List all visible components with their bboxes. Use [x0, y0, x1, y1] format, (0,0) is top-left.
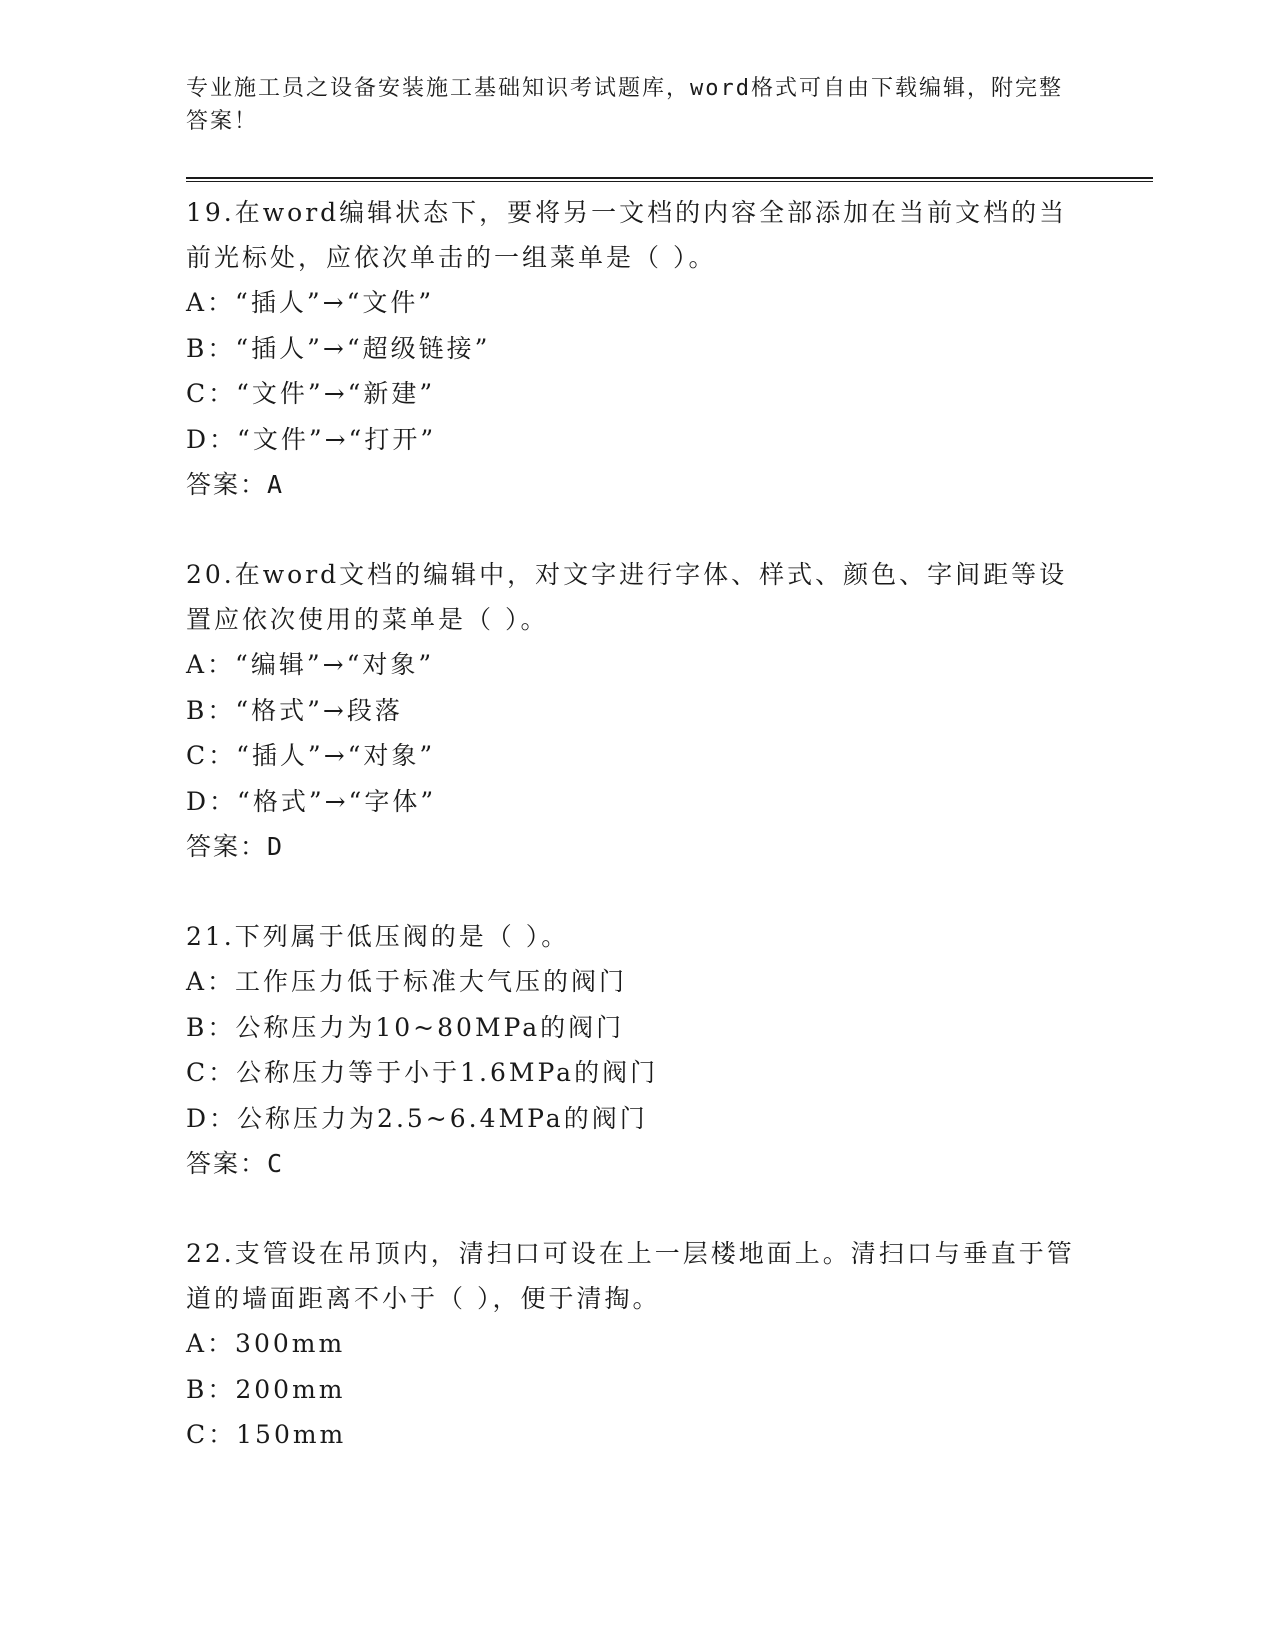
answer-label: 答案：: [186, 1149, 268, 1178]
question-22: [186, 1231, 1086, 1458]
header-divider: [186, 177, 1153, 182]
answer-value: D: [267, 832, 285, 861]
answer-label: 答案：: [186, 470, 268, 499]
question-stem: 20.在word文档的编辑中，对文字进行字体、样式、颜色、字间距等设置应依次使用的菜单是（ ）。: [186, 560, 1068, 634]
question-list: [186, 190, 1086, 1503]
question-19: [186, 190, 1086, 507]
answer-line: [186, 462, 1086, 507]
option-d: D：“格式”→“字体”: [186, 786, 437, 816]
answer-value: C: [267, 1149, 285, 1178]
answer-line: [186, 1141, 1086, 1186]
page-header: [186, 72, 1066, 138]
option-c: C：“文件”→“新建”: [186, 379, 436, 408]
option-b: B：公称压力为10~80MPa的阀门: [186, 1012, 625, 1042]
option-a: A：300mm: [186, 1329, 346, 1358]
answer-line: [186, 824, 1086, 869]
option-a: A：“编辑”→“对象”: [186, 650, 435, 679]
question-stem: 22.支管设在吊顶内，清扫口可设在上一层楼地面上。清扫口与垂直于管道的墙面距离不小于（ ），便于清掏。: [186, 1239, 1075, 1313]
answer-label: 答案：: [186, 832, 268, 861]
option-b: B：200mm: [186, 1374, 346, 1404]
option-c: C：“插人”→“对象”: [186, 741, 436, 770]
option-a: A：“插人”→“文件”: [186, 288, 435, 317]
option-c: C：公称压力等于小于1.6MPa的阀门: [186, 1058, 659, 1087]
option-a: A：工作压力低于标准大气压的阀门: [186, 967, 628, 996]
option-c: C：150mm: [186, 1420, 347, 1449]
answer-value: A: [267, 470, 285, 499]
question-stem: 19.在word编辑状态下，要将另一文档的内容全部添加在当前文档的当前光标处，应依次单击的一组菜单是（ ）。: [186, 198, 1068, 272]
question-stem: 21.下列属于低压阀的是（ ）。: [186, 922, 570, 951]
question-20: [186, 552, 1086, 869]
question-21: [186, 914, 1086, 1186]
option-b: B：“格式”→段落: [186, 695, 403, 725]
option-d: D：公称压力为2.5~6.4MPa的阀门: [186, 1103, 648, 1133]
option-d: D：“文件”→“打开”: [186, 424, 437, 454]
header-text: 专业施工员之设备安装施工基础知识考试题库，word格式可自由下载编辑，附完整答案！: [186, 76, 1063, 134]
option-b: B：“插人”→“超级链接”: [186, 333, 491, 363]
